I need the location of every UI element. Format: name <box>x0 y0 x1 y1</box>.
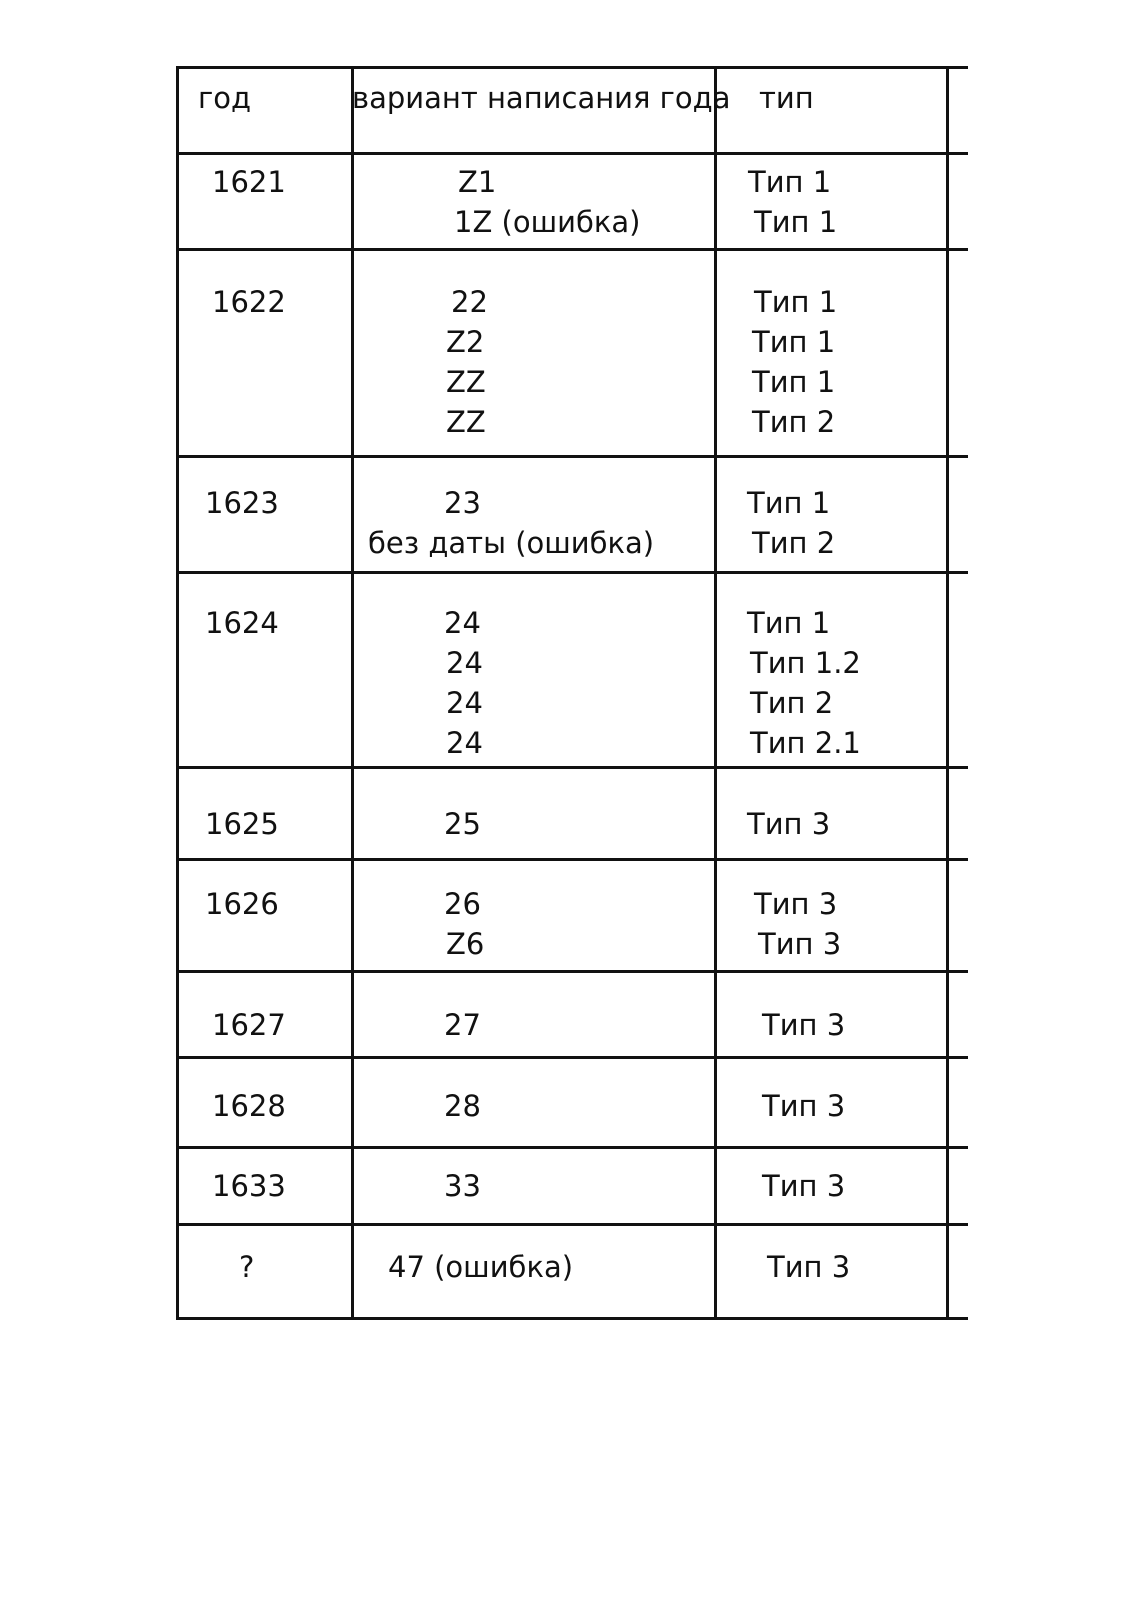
type-cell: Тип 1 <box>752 365 836 399</box>
type-cell: Тип 3 <box>762 1169 846 1203</box>
year-cell: 1623 <box>205 486 279 520</box>
row-divider <box>176 970 968 973</box>
header-variant: вариант написания года <box>352 81 731 115</box>
column-divider <box>714 66 717 1319</box>
variant-cell: ZZ <box>446 365 486 399</box>
row-divider <box>176 1146 968 1149</box>
variant-cell: 22 <box>451 285 488 319</box>
year-cell: 1628 <box>212 1089 286 1123</box>
variant-cell: 24 <box>446 726 483 760</box>
row-divider <box>176 1223 968 1226</box>
type-cell: Тип 2 <box>750 686 834 720</box>
row-divider <box>176 152 968 155</box>
row-divider <box>176 455 968 458</box>
type-cell: Тип 3 <box>767 1250 851 1284</box>
table-border-top <box>176 66 968 69</box>
variant-cell: 23 <box>444 486 481 520</box>
type-cell: Тип 3 <box>762 1089 846 1123</box>
year-cell: 1624 <box>205 606 279 640</box>
year-cell: ? <box>239 1250 255 1284</box>
variant-cell: 1Z (ошибка) <box>454 205 641 239</box>
header-year: год <box>198 81 252 115</box>
type-cell: Тип 1 <box>754 205 838 239</box>
variant-cell: 27 <box>444 1008 481 1042</box>
year-cell: 1621 <box>212 165 286 199</box>
variant-cell: Z6 <box>446 927 485 961</box>
type-cell: Тип 1 <box>754 285 838 319</box>
variant-cell: ZZ <box>446 405 486 439</box>
header-type: тип <box>759 81 814 115</box>
row-divider <box>176 1056 968 1059</box>
type-cell: Тип 3 <box>762 1008 846 1042</box>
type-cell: Тип 2.1 <box>750 726 861 760</box>
type-cell: Тип 2 <box>752 405 836 439</box>
variant-cell: 33 <box>444 1169 481 1203</box>
type-cell: Тип 2 <box>752 526 836 560</box>
variant-cell: 25 <box>444 807 481 841</box>
type-cell: Тип 1 <box>747 486 831 520</box>
type-cell: Тип 1.2 <box>750 646 861 680</box>
type-cell: Тип 1 <box>748 165 832 199</box>
variant-cell: Z2 <box>446 325 485 359</box>
years-table <box>176 66 968 1352</box>
table-border-bottom <box>176 1317 968 1320</box>
type-cell: Тип 3 <box>747 807 831 841</box>
table-border-right <box>946 66 949 1319</box>
type-cell: Тип 3 <box>754 887 838 921</box>
row-divider <box>176 858 968 861</box>
type-cell: Тип 1 <box>752 325 836 359</box>
column-divider <box>351 66 354 1319</box>
type-cell: Тип 3 <box>758 927 842 961</box>
row-divider <box>176 766 968 769</box>
year-cell: 1625 <box>205 807 279 841</box>
variant-cell: 26 <box>444 887 481 921</box>
table-border-left <box>176 66 179 1319</box>
variant-cell: 24 <box>444 606 481 640</box>
variant-cell: Z1 <box>458 165 497 199</box>
row-divider <box>176 248 968 251</box>
year-cell: 1633 <box>212 1169 286 1203</box>
variant-cell: 24 <box>446 686 483 720</box>
row-divider <box>176 571 968 574</box>
variant-cell: 28 <box>444 1089 481 1123</box>
variant-cell: 47 (ошибка) <box>388 1250 574 1284</box>
year-cell: 1622 <box>212 285 286 319</box>
variant-cell: 24 <box>446 646 483 680</box>
variant-cell: без даты (ошибка) <box>368 526 655 560</box>
type-cell: Тип 1 <box>747 606 831 640</box>
year-cell: 1626 <box>205 887 279 921</box>
year-cell: 1627 <box>212 1008 286 1042</box>
